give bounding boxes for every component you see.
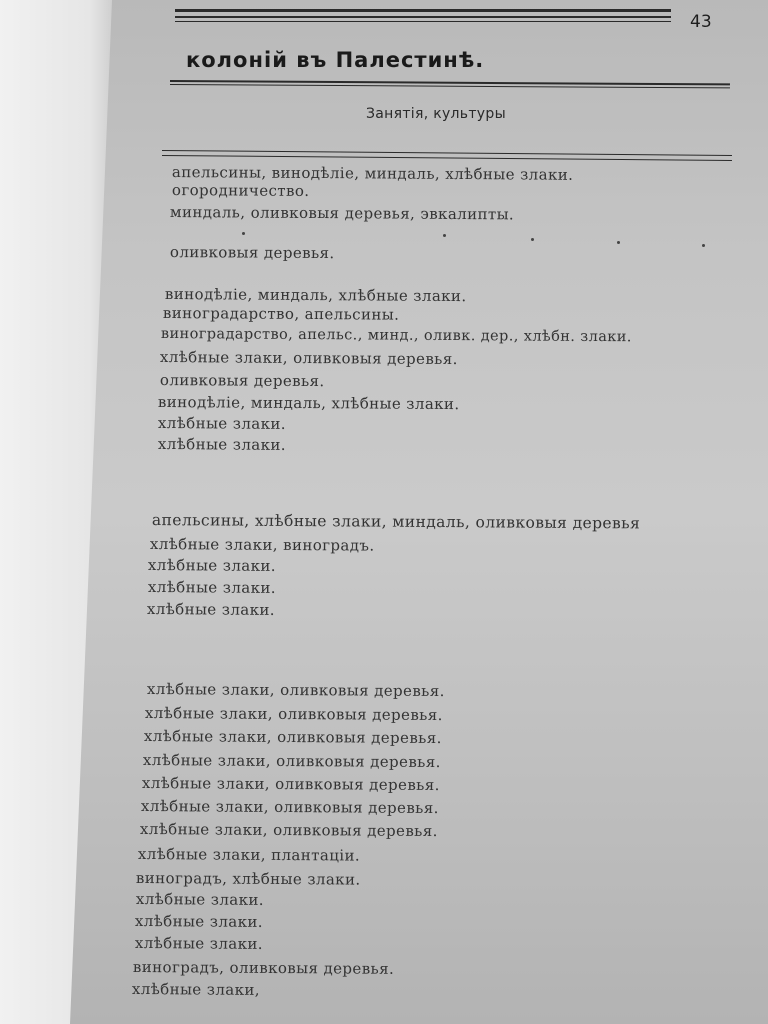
column-header: Занятія, культуры <box>366 106 506 122</box>
crop-line: хлѣбные злаки, оливковыя деревья. <box>144 704 443 725</box>
crop-line: хлѣбные злаки, виноградъ. <box>149 535 375 555</box>
print-dot <box>443 234 446 237</box>
top-rule-3 <box>175 21 671 22</box>
crop-line: миндаль, оливковыя деревья, эвкалипты. <box>169 203 515 224</box>
crop-line: огородничество. <box>171 181 310 200</box>
crop-line: хлѣбные злаки. <box>157 414 287 433</box>
crop-line: хлѣбные злаки, оливковыя деревья. <box>142 751 441 772</box>
print-dot <box>617 241 620 244</box>
crop-line: хлѣбные злаки, оливковыя деревья. <box>143 727 442 748</box>
crop-line: апельсины, хлѣбные злаки, миндаль, оливковыя деревья <box>151 511 641 533</box>
crop-line: виноградъ, оливковыя деревья. <box>132 958 395 978</box>
crop-line: хлѣбные злаки. <box>134 912 264 931</box>
crop-line: оливковыя деревья. <box>169 243 335 263</box>
crop-line: хлѣбные злаки, оливковыя деревья. <box>140 797 439 818</box>
page-heading: колоній въ Палестинѣ. <box>186 48 485 72</box>
print-dot <box>531 238 534 241</box>
crop-line: хлѣбные злаки, оливковыя деревья. <box>139 820 438 841</box>
crop-line: винодѣліе, миндаль, хлѣбные злаки. <box>157 393 460 414</box>
crop-line: хлѣбные злаки, оливковыя деревья. <box>146 680 445 701</box>
page-number: 43 <box>690 12 712 32</box>
crop-line: оливковыя деревья. <box>159 371 325 391</box>
crop-line: хлѣбные злаки. <box>147 556 277 575</box>
top-rule-2 <box>175 16 671 18</box>
top-rule-1 <box>175 9 671 12</box>
crop-line: хлѣбные злаки. <box>146 600 276 619</box>
crop-line: хлѣбные злаки, <box>131 980 261 999</box>
crop-line: винодѣліе, миндаль, хлѣбные злаки. <box>164 285 467 306</box>
crop-line: хлѣбные злаки, оливковыя деревья. <box>159 348 458 369</box>
crop-line: хлѣбные злаки. <box>147 578 277 597</box>
crop-line: апельсины, винодѣліе, миндаль, хлѣбные злаки. <box>171 163 574 184</box>
crop-line: хлѣбные злаки. <box>135 890 265 909</box>
crop-line: хлѣбные злаки. <box>157 435 287 454</box>
crop-line: хлѣбные злаки, плантаціи. <box>137 845 361 865</box>
print-dot <box>242 232 245 235</box>
table-header-rule-2 <box>162 155 732 161</box>
crop-line: виноградарство, апельсины. <box>162 304 400 324</box>
print-dot <box>702 244 705 247</box>
crop-line: виноградъ, хлѣбные злаки. <box>135 869 361 889</box>
crop-line: виноградарство, апельс., минд., оливк. дер., хлѣбн. злаки. <box>160 326 632 346</box>
crop-line: хлѣбные злаки. <box>134 934 264 953</box>
crop-line: хлѣбные злаки, оливковыя деревья. <box>141 774 440 795</box>
